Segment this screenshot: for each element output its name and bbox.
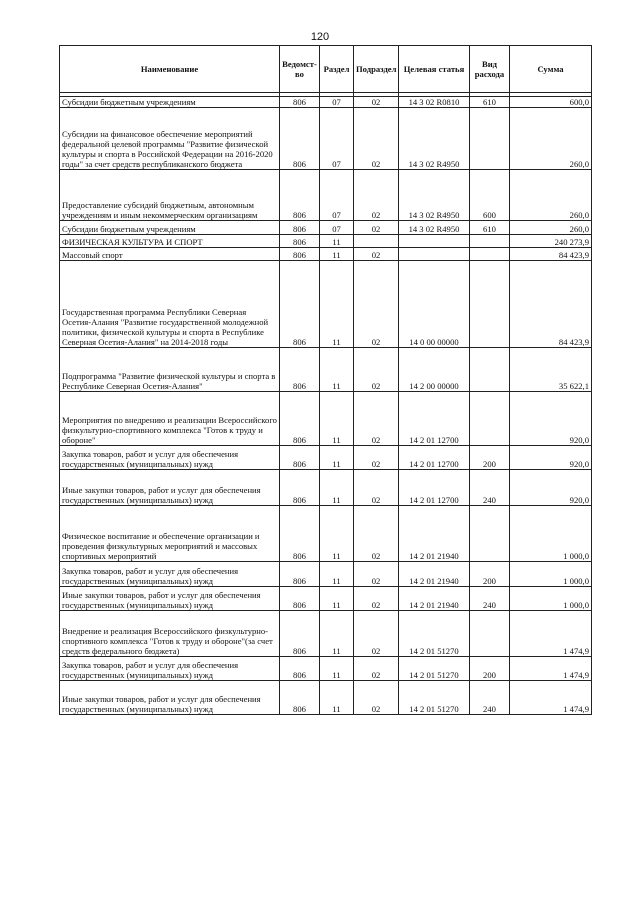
- table-row: [60, 392, 592, 446]
- cell-section: 11: [320, 506, 354, 562]
- cell-expense-type: 200: [470, 446, 510, 470]
- cell-expense-type: 610: [470, 221, 510, 235]
- table-row: [60, 470, 592, 506]
- cell-department: 806: [280, 681, 320, 715]
- cell-department: 806: [280, 108, 320, 170]
- cell-target-article: 14 2 01 51270: [399, 611, 470, 657]
- cell-section: 11: [320, 261, 354, 348]
- cell-amount: 920,0: [510, 392, 592, 446]
- cell-subsection: 02: [354, 587, 399, 611]
- cell-name: Физическое воспитание и обеспечение организации и проведения физкультурных мероприятий и массовых спортивных мероприятий: [60, 506, 280, 562]
- cell-subsection: [354, 235, 399, 248]
- table-row: [60, 681, 592, 715]
- cell-subsection: 02: [354, 446, 399, 470]
- cell-section: 11: [320, 470, 354, 506]
- cell-section: 11: [320, 392, 354, 446]
- cell-subsection: 02: [354, 108, 399, 170]
- cell-section: 07: [320, 108, 354, 170]
- cell-section: 07: [320, 170, 354, 221]
- cell-name: Закупка товаров, работ и услуг для обеспечения государственных (муниципальных) нужд: [60, 562, 280, 587]
- cell-amount: 260,0: [510, 108, 592, 170]
- cell-department: 806: [280, 221, 320, 235]
- cell-amount: 260,0: [510, 221, 592, 235]
- cell-subsection: 02: [354, 248, 399, 261]
- cell-expense-type: [470, 248, 510, 261]
- cell-department: 806: [280, 657, 320, 681]
- cell-amount: 1 000,0: [510, 562, 592, 587]
- cell-expense-type: 600: [470, 170, 510, 221]
- cell-subsection: 02: [354, 657, 399, 681]
- cell-expense-type: 240: [470, 681, 510, 715]
- table-row: [60, 108, 592, 170]
- cell-department: 806: [280, 97, 320, 108]
- cell-subsection: 02: [354, 170, 399, 221]
- cell-target-article: 14 2 01 12700: [399, 470, 470, 506]
- cell-amount: 1 000,0: [510, 506, 592, 562]
- table-row: [60, 611, 592, 657]
- cell-amount: 84 423,9: [510, 261, 592, 348]
- cell-amount: 1 474,9: [510, 611, 592, 657]
- cell-subsection: 02: [354, 562, 399, 587]
- cell-expense-type: [470, 348, 510, 392]
- cell-name: Закупка товаров, работ и услуг для обеспечения государственных (муниципальных) нужд: [60, 446, 280, 470]
- cell-subsection: 02: [354, 470, 399, 506]
- cell-department: 806: [280, 587, 320, 611]
- cell-target-article: 14 2 01 51270: [399, 657, 470, 681]
- table-row: [60, 170, 592, 221]
- table-row: [60, 348, 592, 392]
- cell-subsection: 02: [354, 221, 399, 235]
- cell-target-article: 14 3 02 R4950: [399, 108, 470, 170]
- cell-section: 11: [320, 248, 354, 261]
- cell-expense-type: 610: [470, 97, 510, 108]
- cell-department: 806: [280, 562, 320, 587]
- cell-name: Подпрограмма "Развитие физической культуры и спорта в Республике Северная Осетия-Алания": [60, 348, 280, 392]
- cell-target-article: 14 3 02 R4950: [399, 221, 470, 235]
- cell-expense-type: [470, 108, 510, 170]
- cell-amount: 920,0: [510, 446, 592, 470]
- table-row: [60, 235, 592, 248]
- cell-section: 11: [320, 681, 354, 715]
- cell-section: 07: [320, 97, 354, 108]
- cell-name: Иные закупки товаров, работ и услуг для обеспечения государственных (муниципальных) нужд: [60, 681, 280, 715]
- cell-amount: 84 423,9: [510, 248, 592, 261]
- cell-amount: 240 273,9: [510, 235, 592, 248]
- cell-department: 806: [280, 248, 320, 261]
- table-row: [60, 221, 592, 235]
- cell-department: 806: [280, 261, 320, 348]
- cell-section: 11: [320, 562, 354, 587]
- cell-amount: 260,0: [510, 170, 592, 221]
- cell-department: 806: [280, 506, 320, 562]
- table-row: [60, 562, 592, 587]
- cell-target-article: 14 2 01 21940: [399, 587, 470, 611]
- cell-target-article: 14 2 01 21940: [399, 506, 470, 562]
- cell-name: Иные закупки товаров, работ и услуг для обеспечения государственных (муниципальных) нужд: [60, 470, 280, 506]
- cell-name: Субсидии бюджетным учреждениям: [60, 221, 280, 235]
- cell-expense-type: [470, 611, 510, 657]
- header-subsection: Подраздел: [354, 46, 399, 93]
- header-amount: Сумма: [510, 46, 592, 93]
- cell-department: 806: [280, 446, 320, 470]
- cell-name: Предоставление субсидий бюджетным, автономным учреждениям и иным некоммерческим организациям: [60, 170, 280, 221]
- cell-expense-type: 240: [470, 587, 510, 611]
- cell-subsection: 02: [354, 348, 399, 392]
- cell-expense-type: [470, 261, 510, 348]
- cell-department: 806: [280, 470, 320, 506]
- header-expense-type: Вид расхода: [470, 46, 510, 93]
- budget-table: [59, 45, 592, 715]
- cell-target-article: 14 3 02 R4950: [399, 170, 470, 221]
- cell-section: 11: [320, 587, 354, 611]
- cell-subsection: 02: [354, 97, 399, 108]
- cell-target-article: [399, 248, 470, 261]
- cell-subsection: 02: [354, 506, 399, 562]
- cell-section: 11: [320, 446, 354, 470]
- cell-amount: 600,0: [510, 97, 592, 108]
- cell-target-article: 14 2 01 12700: [399, 446, 470, 470]
- cell-section: 11: [320, 657, 354, 681]
- cell-subsection: 02: [354, 261, 399, 348]
- cell-expense-type: 240: [470, 470, 510, 506]
- cell-expense-type: [470, 506, 510, 562]
- cell-amount: 920,0: [510, 470, 592, 506]
- cell-section: 07: [320, 221, 354, 235]
- cell-name: Субсидии бюджетным учреждениям: [60, 97, 280, 108]
- header-name: Наименование: [60, 46, 280, 93]
- cell-expense-type: 200: [470, 562, 510, 587]
- cell-subsection: 02: [354, 681, 399, 715]
- cell-name: Мероприятия по внедрению и реализации Всероссийского физкультурно-спортивного комплекса "Готов к труду и обороне": [60, 392, 280, 446]
- cell-subsection: 02: [354, 611, 399, 657]
- table-row: [60, 506, 592, 562]
- cell-section: 11: [320, 235, 354, 248]
- cell-name: Государственная программа Республики Северная Осетия-Алания "Развитие государственной молодежной политики, физической культуры и спорта в Республике Северная Осетия-Алания" на 2014-2018 годы: [60, 261, 280, 348]
- cell-target-article: [399, 235, 470, 248]
- cell-expense-type: [470, 235, 510, 248]
- cell-section: 11: [320, 348, 354, 392]
- cell-department: 806: [280, 348, 320, 392]
- header-target-article: Целевая статья: [399, 46, 470, 93]
- cell-amount: 1 474,9: [510, 657, 592, 681]
- table-body: [60, 93, 592, 715]
- cell-name: Субсидии на финансовое обеспечение мероприятий федеральной целевой программы "Развитие физической культуры и спорта в Российской Федерации на 2016-2020 годы" за счет средств республиканского бюджета: [60, 108, 280, 170]
- cell-name: Иные закупки товаров, работ и услуг для обеспечения государственных (муниципальных) нужд: [60, 587, 280, 611]
- cell-department: 806: [280, 170, 320, 221]
- cell-amount: 1 000,0: [510, 587, 592, 611]
- cell-name: Массовый спорт: [60, 248, 280, 261]
- cell-target-article: 14 2 01 21940: [399, 562, 470, 587]
- cell-target-article: 14 2 01 51270: [399, 681, 470, 715]
- cell-target-article: 14 3 02 R0810: [399, 97, 470, 108]
- cell-amount: 1 474,9: [510, 681, 592, 715]
- page-number: 120: [310, 31, 330, 43]
- cell-department: 806: [280, 235, 320, 248]
- cell-name: Закупка товаров, работ и услуг для обеспечения государственных (муниципальных) нужд: [60, 657, 280, 681]
- header-department: Ведомст-во: [280, 46, 320, 93]
- table-row: [60, 248, 592, 261]
- table-row: [60, 587, 592, 611]
- table-row: [60, 261, 592, 348]
- cell-target-article: 14 0 00 00000: [399, 261, 470, 348]
- cell-expense-type: 200: [470, 657, 510, 681]
- cell-name: ФИЗИЧЕСКАЯ КУЛЬТУРА И СПОРТ: [60, 235, 280, 248]
- cell-department: 806: [280, 392, 320, 446]
- header-section: Раздел: [320, 46, 354, 93]
- cell-target-article: 14 2 00 00000: [399, 348, 470, 392]
- table-row: [60, 657, 592, 681]
- cell-target-article: 14 2 01 12700: [399, 392, 470, 446]
- cell-amount: 35 622,1: [510, 348, 592, 392]
- cell-expense-type: [470, 392, 510, 446]
- cell-subsection: 02: [354, 392, 399, 446]
- cell-section: 11: [320, 611, 354, 657]
- table-row: [60, 446, 592, 470]
- table-header-row: [60, 46, 592, 93]
- cell-name: Внедрение и реализация Всероссийского физкультурно-спортивного комплекса "Готов к труду и обороне"(за счет средств федерального бюджета): [60, 611, 280, 657]
- cell-department: 806: [280, 611, 320, 657]
- table-row: [60, 97, 592, 108]
